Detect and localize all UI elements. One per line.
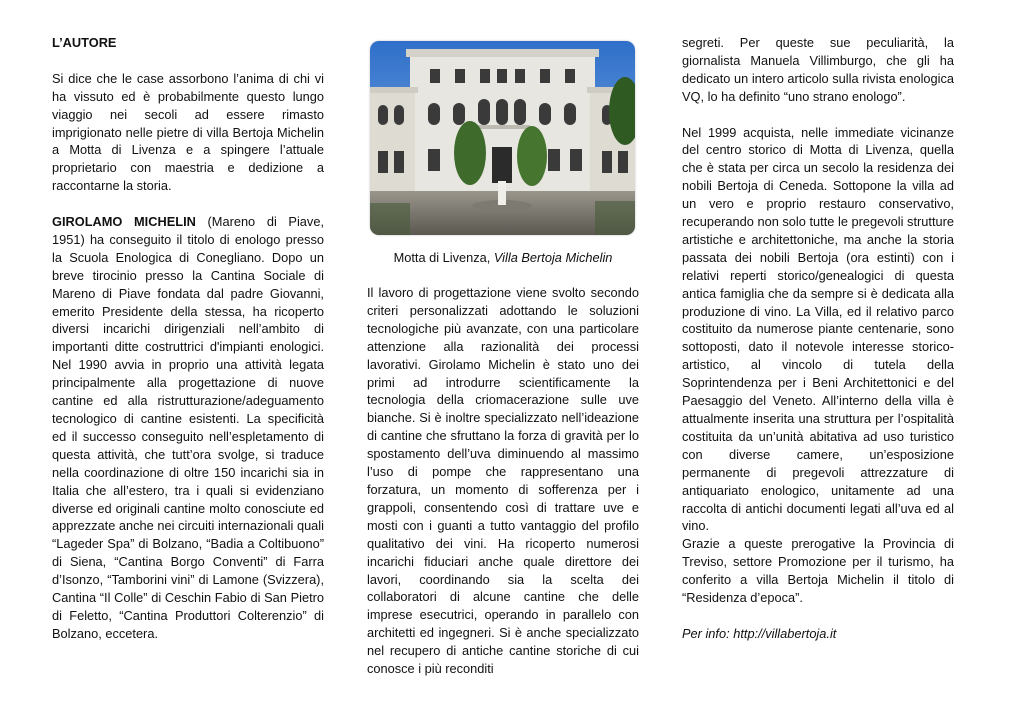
column-villa [682,34,954,643]
biography-paragraph [52,213,324,643]
work-paragraph: Il lavoro di progettazione viene svolto secondo criteri personalizzati adottando le soluzioni tecnologiche più avanzate, con una particolare attenzione alla razionalità dei processi lavorativi. Girolamo Michelin è stato uno dei primi ad introdurre scientificamente la tecnologia della criomacerazione sulle uve bianche. Si è inoltre specializzato nell’ideazione di cantine che sfruttano la forza di gravità per lo spostamento dell’uva diminuendo al massimo l’uso di pompe che rappresentano una forzatura, un momento di sofferenza per i grappoli, consentendo così di trattare uve e mosti con i guanti a tutto vantaggio del profilo qualitativo dei vini. Ha ricoperto numerosi incarichi fiduciari anche quale direttore dei lavori, coordinando sia la scelta dei collaboratori di alcune cantine che delle imprese esecutrici, operando in parallelo con architetti ed ingegneri. Si è anche specializzato nel recupero di antiche cantine storiche di cui conosce i più reconditi [367,285,639,677]
continuation-paragraph: segreti. Per queste sue peculiarità, la giornalista Manuela Villimburgo, che gli ha dedicato un intero articolo sulla rivista enologica VQ, lo ha definito “uno strano enologo”. [682,35,954,104]
photo-caption [367,249,639,267]
villa-photo [370,41,635,235]
column-work [367,284,639,678]
column-author [52,34,324,643]
biography-text: (Mareno di Piave, 1951) ha conseguito il titolo di enologo presso la Scuola Enologica di Conegliano. Dopo un breve tirocinio presso la Cantina Sociale di Mareno di Piave fondata dal padre Giovanni, emerito Presidente della stessa, ha ricoperto diversi incarichi dirigenziali nell’ambito di importanti ditte costruttrici d'impianti enologici. Nel 1990 avvia in proprio una attività legata principalmente alla progettazione di nuove cantine ed alla ristrutturazione/adeguamento tecnologico di cantine esistenti. La specificità ed il successo conseguito nell’espletamento di questa attività, che tutt’ora svolge, si traduce nella coordinazione di oltre 150 incarichi sia in Italia che all’estero, tra i quali si evidenziano diverse ed originali cantine molto conosciute ed apprezzate anche nei circuiti internazionali quali “Lageder Spa” di Bolzano, “Badia a Coltibuono” di Siena, “Cantina Borgo Conventi” di Farra d’Isonzo, “Tamborini vini” di Lamone (Svizzera), Cantina “Il Colle” di Ceschin Fabio di San Pietro di Feletto, “Cantina Produttori Colterenzio” di Bolzano, eccetera. [52,214,324,641]
villa-illustration [370,41,635,235]
caption-place: Motta di Livenza, [393,250,494,265]
province-paragraph: Grazie a queste prerogative la Provincia di Treviso, settore Promozione per il turismo, ha conferito a villa Bertoja Michelin il titolo di “Residenza d’epoca”. [682,536,954,606]
history-paragraph: Nel 1999 acquista, nelle immediate vicinanze del centro storico di Motta di Livenza, quella che è stata per circa un secolo la residenza dei nobili Bertoja di Ceneda. Sottopone la villa ad un vero e proprio restauro conservativo, recuperando non solo tutte le pregevoli strutture artistiche e architettoniche, ma anche la storia passata dei nobili Bertoja (ora estinti) con i relativi reperti storico/genealogici di questa antica famiglia che da sempre si è dedicata alla produzione di vino. La Villa, ed il relativo parco costituito da numerose piante centenarie, sono sottoposti, dato il notevole interesse storico-artistico, al vincolo di tutela della Soprintendenza per i Beni Architettonici e del Paesaggio del Veneto. All’interno della villa è attualmente inserita una struttura per l’ospitalità costituita da un’unità abitativa ad uso turistico con diverse camere, un’esposizione permanente di pregevoli attrezzature di antiquariato enologico, unitamente ad una raccolta di antichi documenti legati all’uva ed al vino. [682,124,954,534]
info-link[interactable]: Per info: http://villabertoja.it [682,625,837,641]
caption-title: Villa Bertoja Michelin [493,250,613,265]
intro-paragraph: Si dice che le case assorbono l’anima di chi vi ha vissuto ed è probabilmente questo lungo viaggio nei secoli ad essere rimasto imprigionato nelle pietre di villa Bertoja Michelin a Motta di Livenza e a spingere l’attuale proprietario con maestria e dedizione a raccontarne la storia. [52,70,324,194]
author-name: GIROLAMO MICHELIN [52,214,196,230]
section-heading: L’AUTORE [52,35,117,50]
